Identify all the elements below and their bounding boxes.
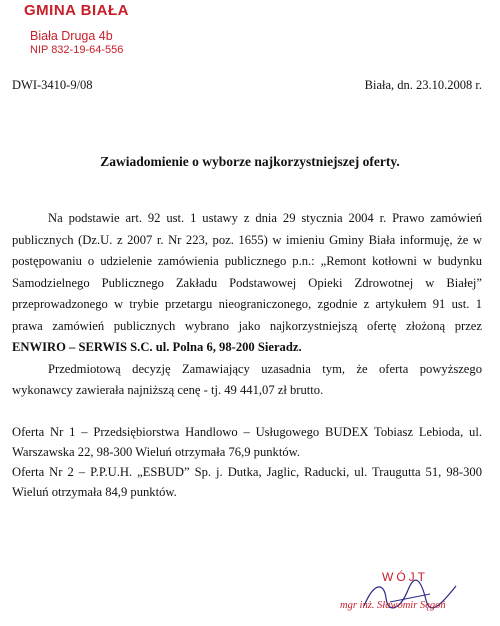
offer-2: Oferta Nr 2 – P.P.U.H. „ESBUD” Sp. j. Dutka, Jaglic, Raducki, ul. Traugutta 51, 98-300 Wieluń otrzymała 84,9 punktów. <box>12 464 482 499</box>
offer-1: Oferta Nr 1 – Przedsiębiorstwa Handlowo – Usługowego BUDEX Tobiasz Lebioda, ul. Warszawska 22, 98-300 Wieluń otrzymała 76,9 punktów. <box>12 424 482 459</box>
stamp-address: Biała Druga 4b <box>30 29 113 43</box>
signature-block <box>340 570 480 626</box>
stamp-nip: NIP 832-19-64-556 <box>30 44 124 56</box>
paragraph-decision <box>12 208 482 359</box>
winning-contractor: ENWIRO – SERWIS S.C. ul. Polna 6, 98-200 Sieradz. <box>12 340 302 354</box>
offers-list <box>12 422 482 502</box>
stamp-name: GMINA BIAŁA <box>24 2 129 19</box>
reference-number: DWI-3410-9/08 <box>12 78 93 92</box>
signature-title: WÓJT <box>382 570 428 584</box>
date-line: Biała, dn. 23.10.2008 r. <box>364 78 482 92</box>
document-body <box>12 208 482 502</box>
signatory-name: mgr inż. Sławomir Sęgoń <box>340 600 446 611</box>
document-title: Zawiadomienie o wyborze najkorzystniejszej oferty. <box>100 154 400 169</box>
paragraph-decision-text: Na podstawie art. 92 ust. 1 ustawy z dnia 29 stycznia 2004 r. Prawo zamówień publicznych (Dz.U. z 2007 r. Nr 223, poz. 1655) w imieniu Gminy Biała informuję, że w postępowaniu o udzielenie zamówienia publicznego p.n.: „Remont kotłowni w budynku Samodzielnego Publicznego Zakładu Podstawowej Opieki Zdrowotnej w Białej” przeprowadzonego w trybie przetargu nieograniczonego, zgodnie z artykułem 91 ust. 1 prawa zamówień publicznych wybrano jako najkorzystniejszą ofertę złożoną przez <box>12 211 482 333</box>
paragraph-justification: Przedmiotową decyzję Zamawiający uzasadnia tym, że oferta powyższego wykonawcy zawierała najniższą cenę - tj. 49 441,07 zł brutto. <box>12 361 482 397</box>
municipality-stamp <box>24 2 129 56</box>
